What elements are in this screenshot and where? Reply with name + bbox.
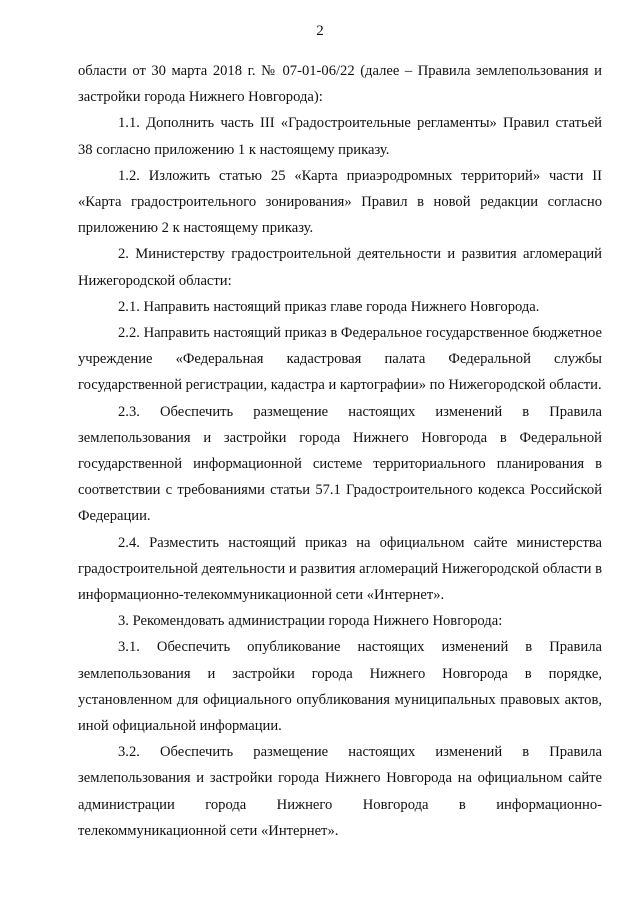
- paragraph-1-2: 1.2. Изложить статью 25 «Карта приаэродромных территорий» части II «Карта градостроительного зонирования» Правил в новой редакции согласно приложению 2 к настоящему приказу.: [78, 167, 602, 237]
- paragraph-3: 3. Рекомендовать администрации города Нижнего Новгорода:: [118, 613, 503, 630]
- paragraph-3-2: 3.2. Обеспечить размещение настоящих изменений в Правила землепользования и застройки города Нижнего Новгорода на официальном сайте администрации города Нижнего Новгорода в информационно-телекоммуникационной сети «Интернет».: [78, 744, 602, 839]
- paragraph-2-2: 2.2. Направить настоящий приказ в Федеральное государственное бюджетное учреждение «Федеральная кадастровая палата Федеральной службы государственной регистрации, кадастра и картографии» по Нижегородской области.: [78, 325, 602, 394]
- paragraph-continuation: области от 30 марта 2018 г. № 07-01-06/22 (далее – Правила землепользования и застройки города Нижнего Новгорода):: [78, 63, 602, 106]
- document-body: [78, 58, 602, 844]
- paragraph-3-1: 3.1. Обеспечить опубликование настоящих изменений в Правила землепользования и застройки города Нижнего Новгорода в порядке, установленном для официального опубликования муниципальных правовых актов, иной официальной информации.: [78, 639, 602, 735]
- paragraph-2-4: 2.4. Разместить настоящий приказ на официальном сайте министерства градостроительной деятельности и развития агломераций Нижегородской области в информационно-телекоммуникационной сети «Интернет».: [78, 534, 602, 604]
- paragraph-2: 2. Министерству градостроительной деятельности и развития агломераций Нижегородской области:: [78, 246, 602, 289]
- paragraph-2-3: 2.3. Обеспечить размещение настоящих изменений в Правила землепользования и застройки города Нижнего Новгорода в Федеральной государственной информационной системе территориального планирования в соответствии с требованиями статьи 57.1 Градостроительного кодекса Российской Федерации.: [78, 403, 602, 525]
- paragraph-2-1: 2.1. Направить настоящий приказ главе города Нижнего Новгорода.: [118, 298, 540, 315]
- page-number: 2: [316, 23, 324, 39]
- paragraph-1-1: 1.1. Дополнить часть III «Градостроительные регламенты» Правил статьей 38 согласно приложению 1 к настоящему приказу.: [78, 115, 602, 158]
